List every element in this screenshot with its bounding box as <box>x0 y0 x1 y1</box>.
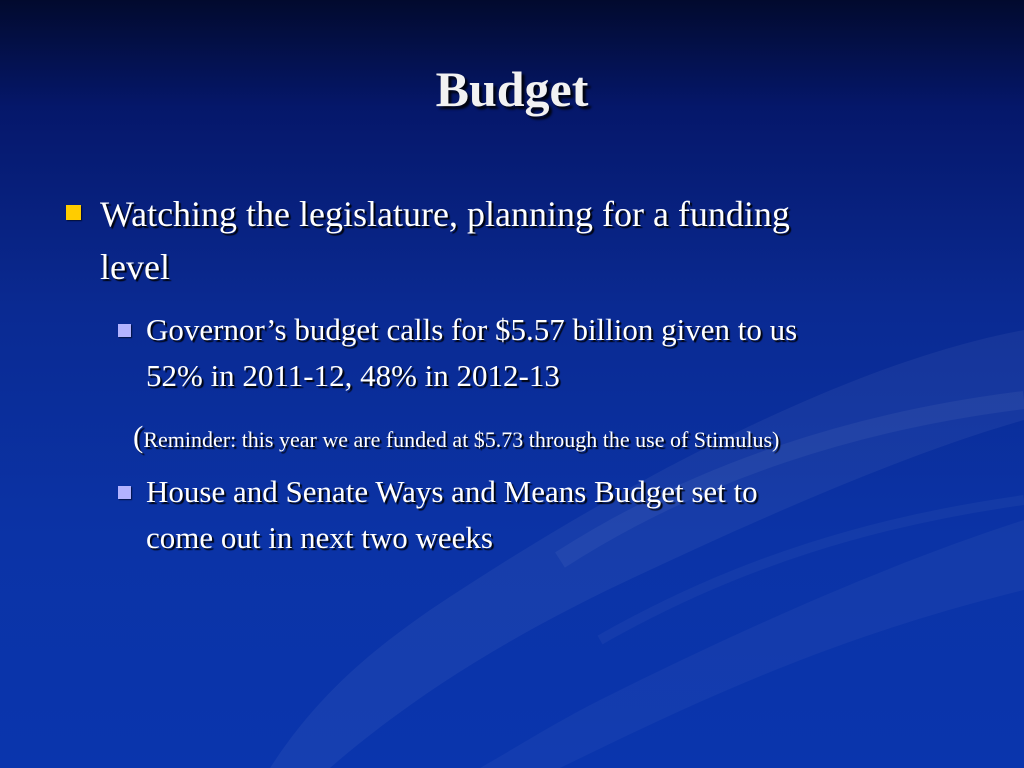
lavender-square-bullet-icon <box>118 486 131 499</box>
reminder-open-paren: ( <box>133 419 144 454</box>
sub-bullet-1-line-2: 52% in 2011-12, 48% in 2012-13 <box>146 358 560 393</box>
reminder-text: Reminder: this year we are funded at $5.73 through the use of Stimulus) <box>143 427 780 452</box>
reminder-note <box>133 417 779 460</box>
lavender-square-bullet-icon <box>118 324 131 337</box>
slide-title: Budget <box>435 61 589 117</box>
sub-bullet-2-line-1: House and Senate Ways and Means Budget set to <box>146 474 758 509</box>
sub-bullet-2-line-2: come out in next two weeks <box>146 520 493 555</box>
yellow-square-bullet-icon <box>66 205 81 220</box>
bullet-1-line-1: Watching the legislature, planning for a funding <box>100 194 790 234</box>
bullet-1-line-2: level <box>100 247 170 287</box>
sub-bullet-1-line-1: Governor’s budget calls for $5.57 billion given to us <box>146 312 798 347</box>
